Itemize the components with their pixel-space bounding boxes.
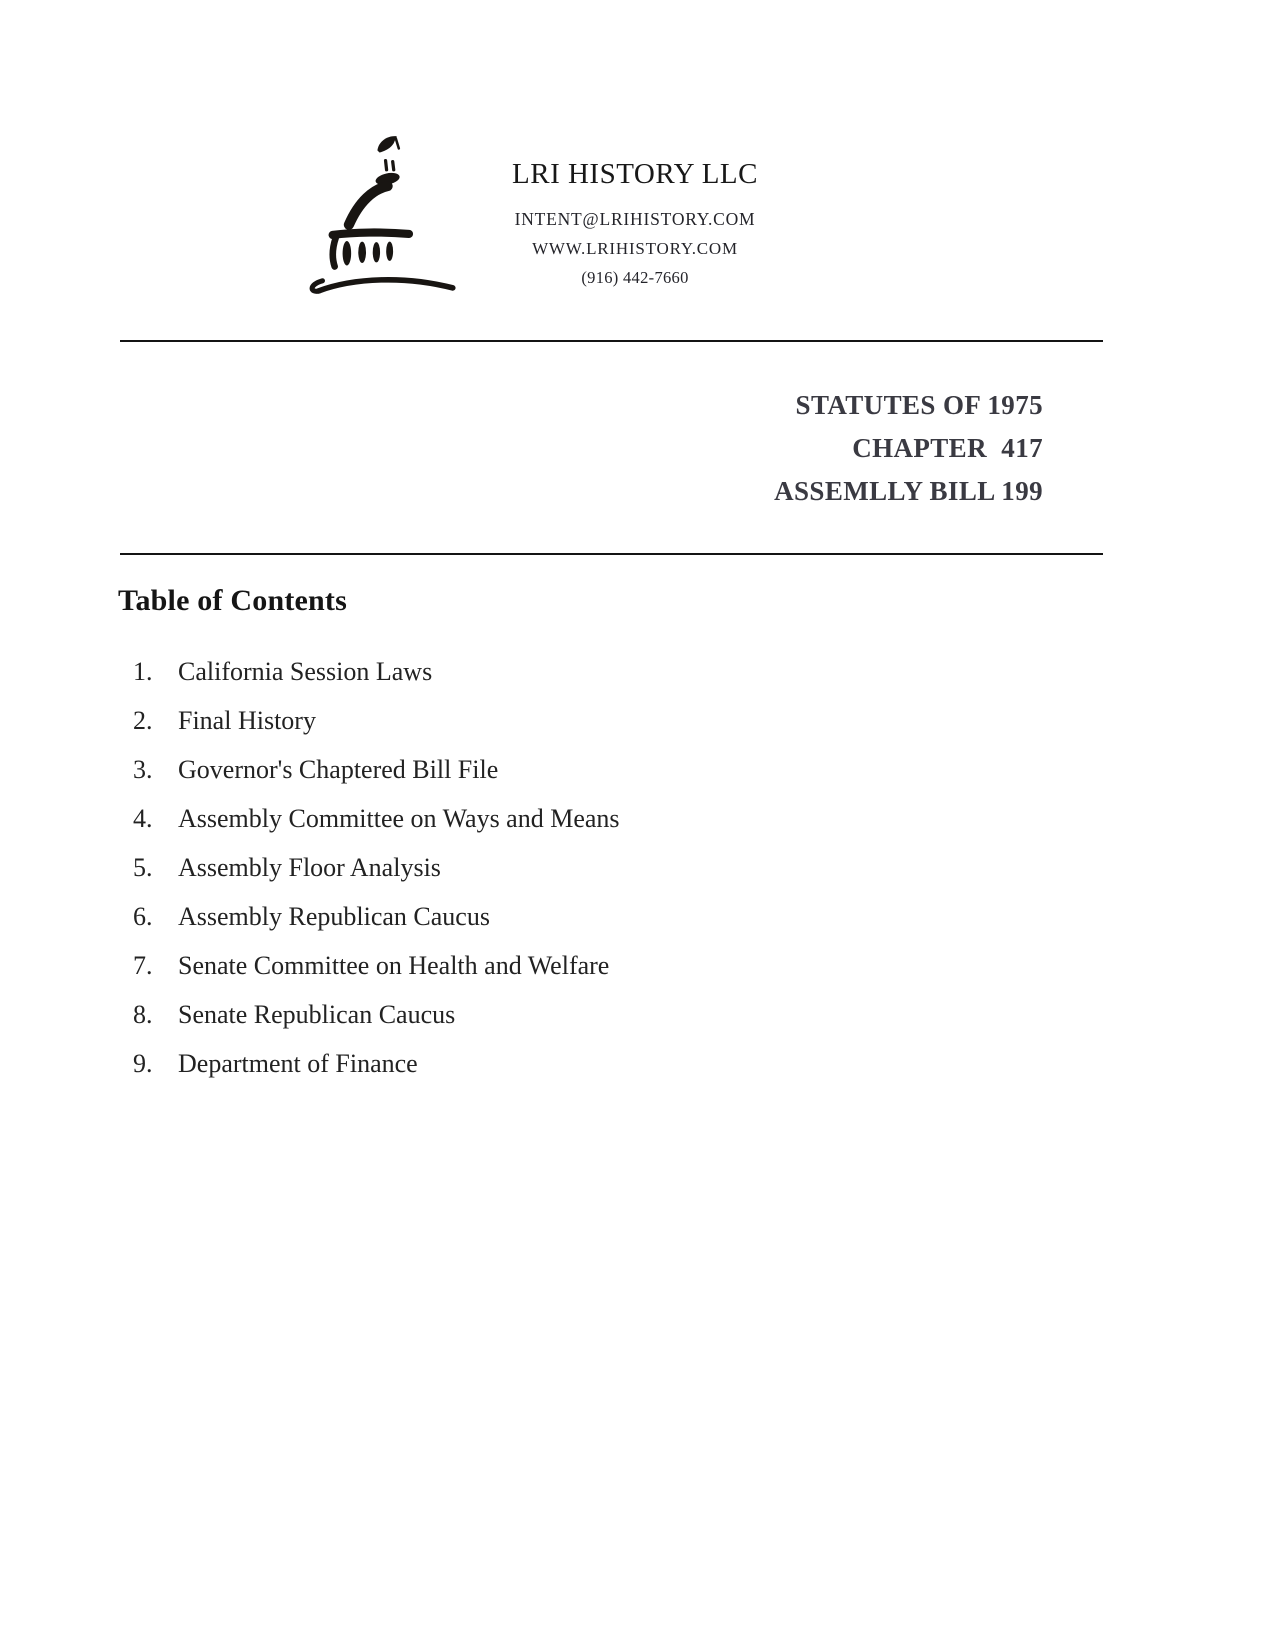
toc-item-number: 9. bbox=[133, 1049, 153, 1078]
toc-item-label: Assembly Committee on Ways and Means bbox=[178, 804, 620, 833]
toc-title: Table of Contents bbox=[118, 584, 347, 617]
toc-item-number: 8. bbox=[133, 1000, 153, 1029]
company-website: WWW.LRIHISTORY.COM bbox=[532, 239, 738, 258]
bottom-divider-rule bbox=[120, 553, 1103, 555]
company-name: LRI HISTORY LLC bbox=[512, 158, 758, 190]
toc-item bbox=[133, 658, 620, 685]
toc-item bbox=[133, 707, 620, 734]
toc-item-label: Department of Finance bbox=[178, 1049, 418, 1078]
toc-item-label: Governor's Chaptered Bill File bbox=[178, 755, 499, 784]
toc-item bbox=[133, 903, 620, 930]
toc-item-label: California Session Laws bbox=[178, 657, 433, 686]
company-phone: (916) 442-7660 bbox=[581, 268, 689, 287]
statutes-year-line: STATUTES OF 1975 bbox=[795, 390, 1043, 420]
top-divider-rule bbox=[120, 340, 1103, 342]
toc-list bbox=[133, 658, 620, 1099]
toc-item bbox=[133, 1050, 620, 1077]
toc-item-label: Senate Republican Caucus bbox=[178, 1000, 456, 1029]
toc-item-number: 1. bbox=[133, 657, 153, 686]
toc-item-label: Final History bbox=[178, 706, 316, 735]
toc-item bbox=[133, 756, 620, 783]
toc-item bbox=[133, 1001, 620, 1028]
toc-item-number: 2. bbox=[133, 706, 153, 735]
toc-item-number: 7. bbox=[133, 951, 153, 980]
statute-reference-block bbox=[774, 384, 1043, 513]
toc-item bbox=[133, 854, 620, 881]
toc-item-number: 4. bbox=[133, 804, 153, 833]
toc-item-number: 3. bbox=[133, 755, 153, 784]
assembly-bill-line: ASSEMLLY BILL 199 bbox=[774, 476, 1043, 506]
toc-item-number: 6. bbox=[133, 902, 153, 931]
toc-item-label: Senate Committee on Health and Welfare bbox=[178, 951, 610, 980]
toc-item bbox=[133, 805, 620, 832]
toc-item-label: Assembly Floor Analysis bbox=[178, 853, 441, 882]
toc-item bbox=[133, 952, 620, 979]
company-email: INTENT@LRIHISTORY.COM bbox=[514, 209, 756, 229]
toc-item-number: 5. bbox=[133, 853, 153, 882]
chapter-number-line: CHAPTER 417 bbox=[852, 433, 1043, 463]
toc-item-label: Assembly Republican Caucus bbox=[178, 902, 490, 931]
